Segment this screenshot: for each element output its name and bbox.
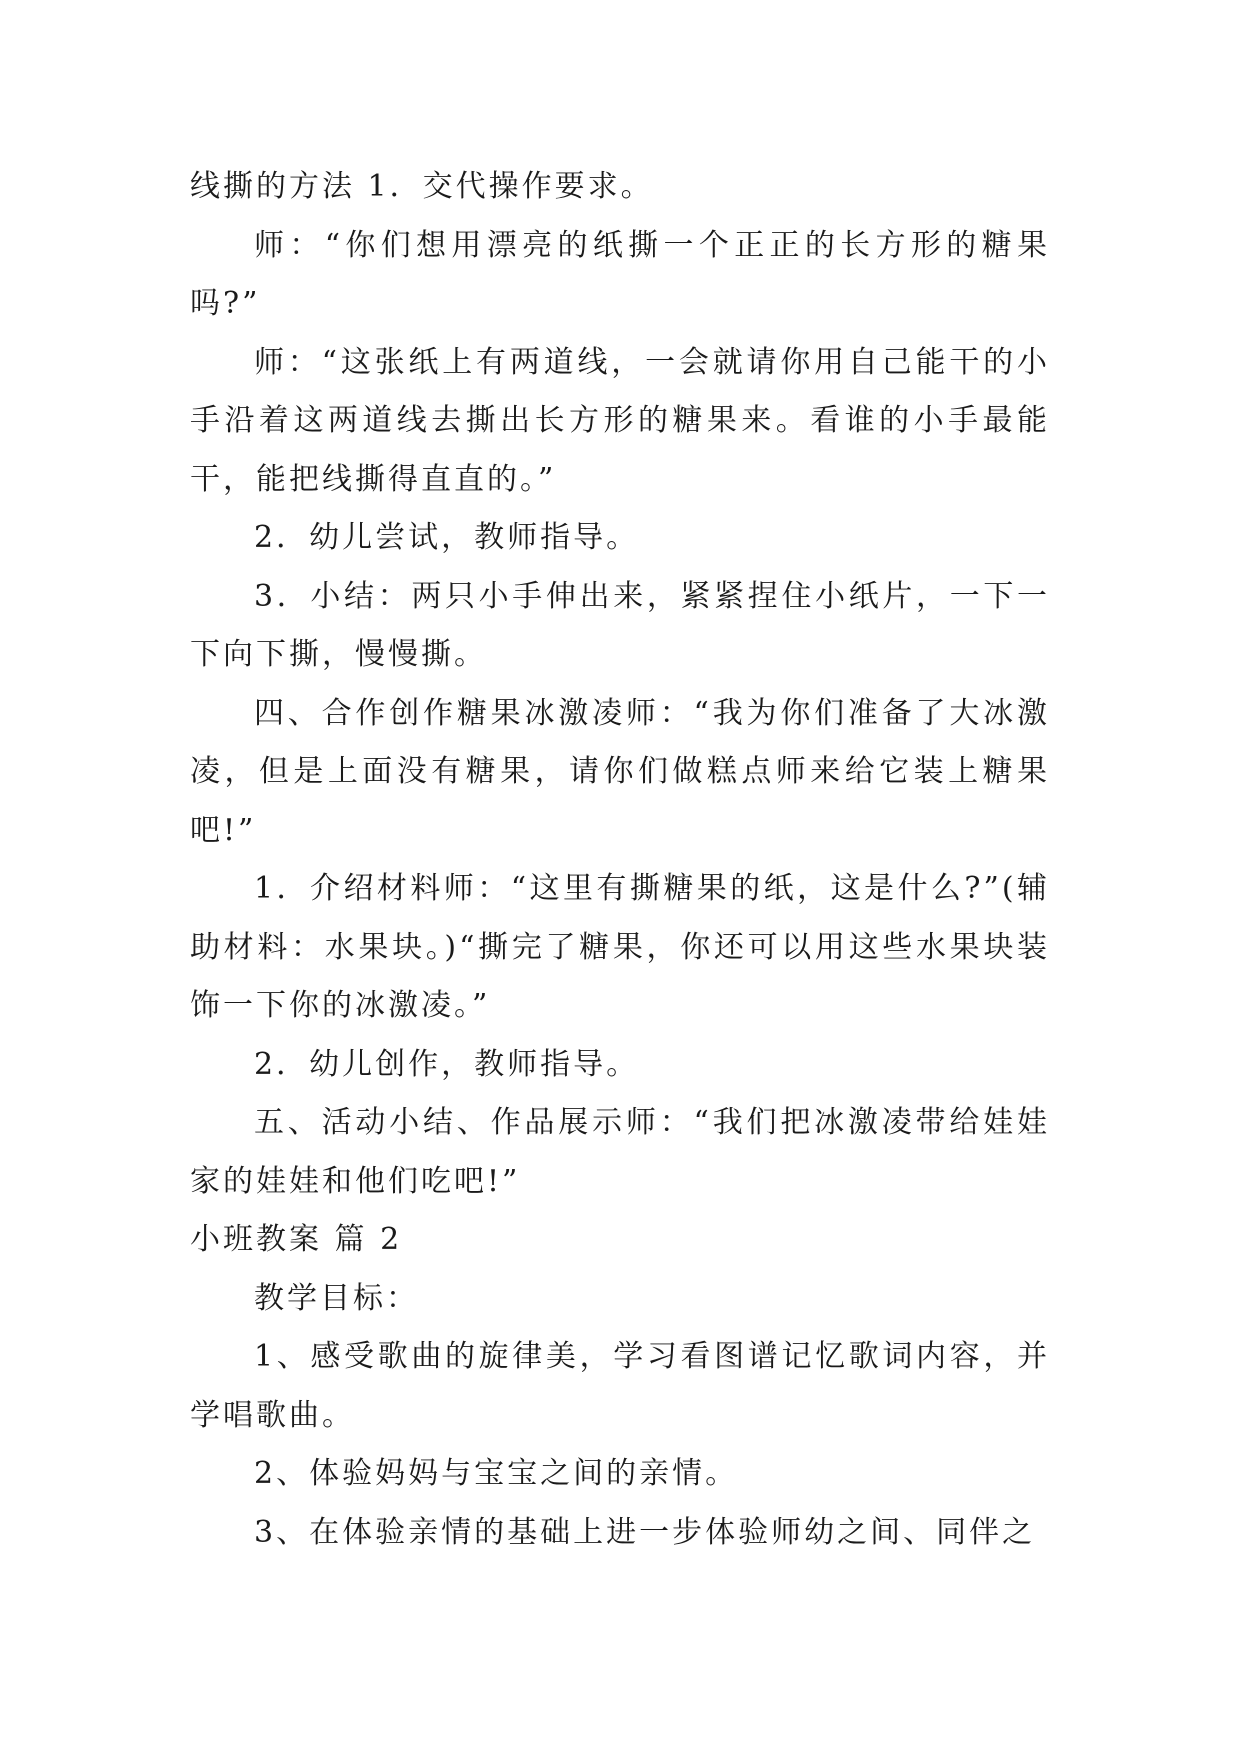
paragraph-14: 3、在体验亲情的基础上进一步体验师幼之间、同伴之 bbox=[254, 1514, 1036, 1550]
document-body bbox=[190, 158, 1050, 1562]
paragraph-3: 师：“这张纸上有两道线，一会就请你用自己能干的小手沿着这两道线去撕出长方形的糖果来。看谁的小手最能干，能把线撕得直直的。” bbox=[190, 344, 1050, 497]
paragraph-6: 四、合作创作糖果冰激凌师：“我为你们准备了大冰激凌，但是上面没有糖果，请你们做糕点师来给它装上糖果吧!” bbox=[190, 695, 1050, 848]
paragraph-7: 1．介绍材料师：“这里有撕糖果的纸，这是什么?”(辅助材料：水果块。)“撕完了糖果，你还可以用这些水果块装饰一下你的冰激凌。” bbox=[190, 871, 1050, 1023]
paragraph-1: 线撕的方法 1．交代操作要求。 bbox=[190, 169, 654, 204]
paragraph-4: 2．幼儿尝试，教师指导。 bbox=[254, 520, 640, 555]
paragraph-9: 五、活动小结、作品展示师：“我们把冰激凌带给娃娃家的娃娃和他们吃吧!” bbox=[190, 1105, 1050, 1199]
paragraph-12: 1、感受歌曲的旋律美，学习看图谱记忆歌词内容，并学唱歌曲。 bbox=[190, 1339, 1050, 1433]
paragraph-8: 2．幼儿创作，教师指导。 bbox=[254, 1046, 640, 1082]
paragraph-5: 3．小结：两只小手伸出来，紧紧捏住小纸片，一下一下向下撕，慢慢撕。 bbox=[190, 578, 1050, 672]
paragraph-11: 教学目标： bbox=[254, 1280, 419, 1316]
paragraph-13: 2、体验妈妈与宝宝之间的亲情。 bbox=[254, 1456, 739, 1491]
paragraph-2: 师：“你们想用漂亮的纸撕一个正正的长方形的糖果吗?” bbox=[190, 227, 1050, 321]
section-heading: 小班教案 篇 2 bbox=[190, 1222, 403, 1257]
